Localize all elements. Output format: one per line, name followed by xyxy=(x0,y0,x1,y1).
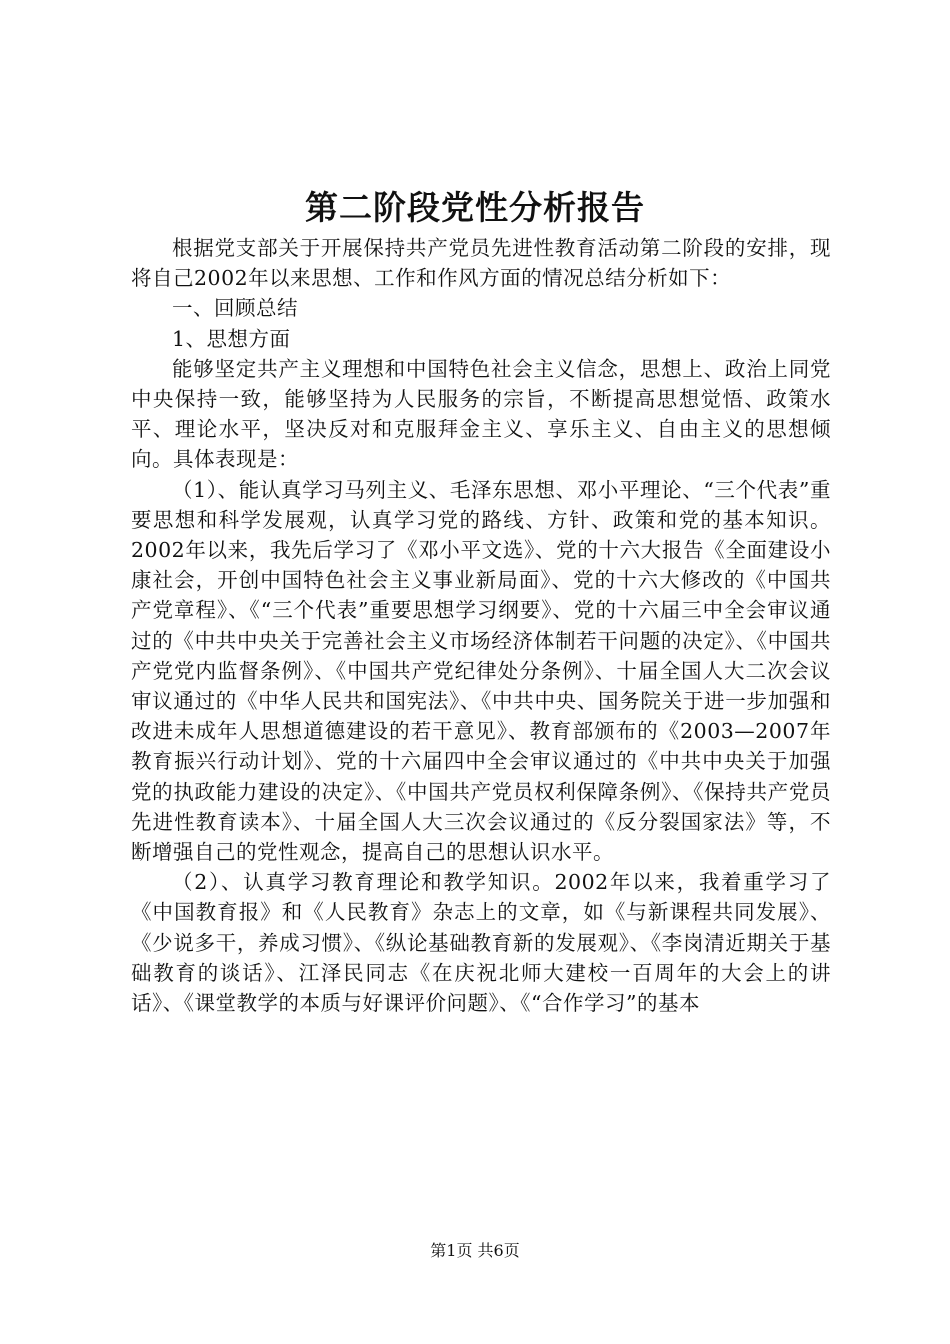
paragraph-intro: 根据党支部关于开展保持共产党员先进性教育活动第二阶段的安排，现将自己2002年以来思想、工作和作风方面的情况总结分析如下： xyxy=(131,236,831,291)
paragraph-item-1: （1）、能认真学习马列主义、毛泽东思想、邓小平理论、“三个代表”重要思想和科学发展观，认真学习党的路线、方针、政策和党的基本知识。2002年以来，我先后学习了《邓小平文选》、党的十六大报告《全面建设小康社会，开创中国特色社会主义事业新局面》、党的十六大修改的《中国共产党章程》、《“三个代表”重要思想学习纲要》、党的十六届三中全会审议通过的《中共中央关于完善社会主义市场经济体制若干问题的决定》、《中国共产党党内监督条例》、《中国共产党纪律处分条例》、十届全国人大二次会议审议通过的《中华人民共和国宪法》、《中共中央、国务院关于进一步加强和改进未成年人思想道德建设的若干意见》、教育部颁布的《2003—2007年教育振兴行动计划》、党的十六届四中全会审议通过的《中共中央关于加强党的执政能力建设的决定》、《中国共产党员权利保障条例》、《保持共产党员先进性教育读本》、十届全国人大三次会议通过的《反分裂国家法》等，不断增强自己的党性观念，提高自己的思想认识水平。 xyxy=(131,477,831,865)
heading-review-summary: 一、回顾总结 xyxy=(172,296,298,321)
document-body xyxy=(131,233,831,1018)
heading-thought-aspect: 1、思想方面 xyxy=(172,326,291,351)
document-title: 第二阶段党性分析报告 xyxy=(305,188,645,227)
paragraph-item-2: （2）、认真学习教育理论和教学知识。2002年以来，我着重学习了《中国教育报》和《人民教育》杂志上的文章，如《与新课程共同发展》、《少说多干，养成习惯》、《纵论基础教育新的发展观》、《李岗清近期关于基础教育的谈话》、江泽民同志《在庆祝北师大建校一百周年的大会上的讲话》、《课堂教学的本质与好课评价问题》、《“合作学习”的基本 xyxy=(131,870,831,1016)
paragraph-thought: 能够坚定共产主义理想和中国特色社会主义信念，思想上、政治上同党中央保持一致，能够坚持为人民服务的宗旨，不断提高思想觉悟、政策水平、理论水平，坚决反对和克服拜金主义、享乐主义、自由主义的思想倾向。具体表现是： xyxy=(131,356,831,472)
page-number-footer: 第1页 共6页 xyxy=(430,1241,520,1260)
